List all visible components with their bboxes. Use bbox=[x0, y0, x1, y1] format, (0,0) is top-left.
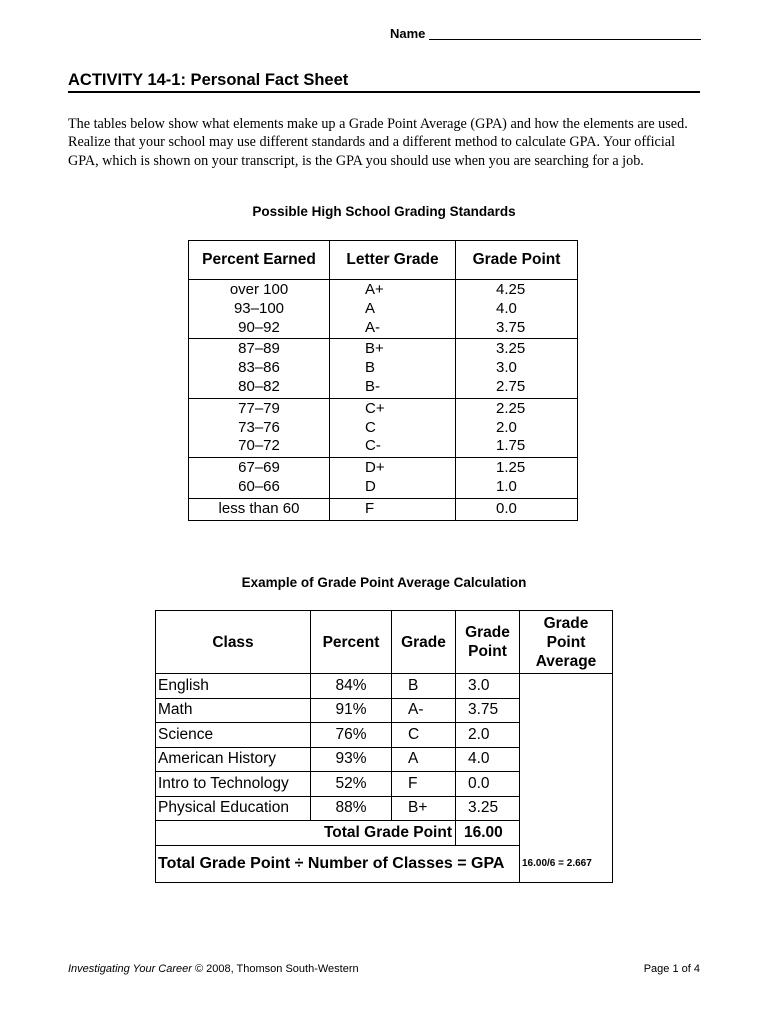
percent-value: 60–66 bbox=[238, 477, 280, 495]
letter-value: C+ bbox=[365, 399, 385, 417]
point-cell bbox=[456, 458, 578, 499]
name-field[interactable] bbox=[390, 26, 702, 41]
letter-value: C bbox=[365, 418, 376, 436]
point-cell bbox=[456, 280, 578, 339]
table-row bbox=[189, 280, 578, 339]
percent-cell bbox=[189, 339, 330, 398]
letter-cell bbox=[330, 398, 456, 457]
percent-value: 70–72 bbox=[238, 437, 280, 455]
percent-cell: 93% bbox=[311, 747, 392, 772]
percent-value: 90–92 bbox=[238, 318, 280, 336]
point-value: 3.0 bbox=[496, 359, 517, 377]
grade-cell: B bbox=[392, 674, 456, 699]
percent-cell: 88% bbox=[311, 796, 392, 821]
footer-book-title: Investigating Your Career bbox=[68, 963, 192, 975]
point-cell: 2.0 bbox=[456, 723, 520, 748]
point-value: 2.0 bbox=[496, 418, 517, 436]
point-cell: 3.25 bbox=[456, 796, 520, 821]
formula-row bbox=[156, 845, 613, 882]
column-header: Class bbox=[156, 611, 311, 674]
column-header: Grade Point bbox=[456, 611, 520, 674]
point-cell bbox=[456, 398, 578, 457]
class-cell: American History bbox=[156, 747, 311, 772]
column-header: Percent Earned bbox=[189, 241, 330, 280]
letter-value: D+ bbox=[365, 459, 385, 477]
point-value: 2.75 bbox=[496, 377, 526, 395]
total-label: Total Grade Point bbox=[156, 821, 456, 846]
class-cell: Intro to Technology bbox=[156, 772, 311, 797]
table-row bbox=[189, 339, 578, 398]
gpa-blank-cell bbox=[520, 674, 613, 846]
table-row bbox=[189, 398, 578, 457]
point-value: 3.75 bbox=[496, 318, 526, 336]
percent-cell: 52% bbox=[311, 772, 392, 797]
table-header-row bbox=[156, 611, 613, 674]
letter-value: A- bbox=[365, 318, 380, 336]
class-cell: Physical Education bbox=[156, 796, 311, 821]
grade-cell: C bbox=[392, 723, 456, 748]
point-cell: 4.0 bbox=[456, 747, 520, 772]
percent-value: 67–69 bbox=[238, 459, 280, 477]
class-cell: Math bbox=[156, 698, 311, 723]
point-cell: 0.0 bbox=[456, 772, 520, 797]
intro-paragraph: The tables below show what elements make up a Grade Point Average (GPA) and how the elements are used. Realize that your school may use different standards and a different method to calculate GPA. Your official GPA, which is shown on your transcript, is the GPA you should use when you are searching for a job. bbox=[68, 116, 688, 169]
column-header: Grade Point bbox=[456, 241, 578, 280]
letter-cell bbox=[330, 339, 456, 398]
percent-value: 83–86 bbox=[238, 359, 280, 377]
letter-cell bbox=[330, 280, 456, 339]
letter-value: B- bbox=[365, 377, 380, 395]
name-blank-line[interactable] bbox=[429, 39, 701, 40]
table-row bbox=[189, 458, 578, 499]
gpa-result: 16.00/6 = 2.667 bbox=[520, 845, 613, 882]
class-cell: Science bbox=[156, 723, 311, 748]
letter-value: A+ bbox=[365, 281, 384, 298]
grade-cell: B+ bbox=[392, 796, 456, 821]
percent-cell: 76% bbox=[311, 723, 392, 748]
formula-label: Total Grade Point ÷ Number of Classes = GPA bbox=[156, 845, 520, 882]
percent-value: 93–100 bbox=[233, 299, 285, 317]
point-cell bbox=[456, 498, 578, 520]
point-value: 3.25 bbox=[496, 340, 526, 358]
table-row bbox=[156, 674, 613, 699]
table-row bbox=[189, 498, 578, 520]
percent-value: 77–79 bbox=[238, 399, 280, 417]
table-header-row bbox=[189, 241, 578, 280]
point-value: 1.75 bbox=[496, 437, 526, 455]
point-value: 4.25 bbox=[496, 281, 526, 298]
grade-cell: A- bbox=[392, 698, 456, 723]
percent-value: 73–76 bbox=[238, 418, 280, 436]
point-value: 4.0 bbox=[496, 299, 517, 317]
percent-value: 87–89 bbox=[238, 340, 280, 358]
letter-value: A bbox=[365, 299, 376, 317]
letter-cell bbox=[330, 498, 456, 520]
letter-cell bbox=[330, 458, 456, 499]
class-cell: English bbox=[156, 674, 311, 699]
column-header: Grade bbox=[392, 611, 456, 674]
letter-value: C- bbox=[365, 437, 381, 455]
column-header: Percent bbox=[311, 611, 392, 674]
point-value: 1.25 bbox=[496, 459, 526, 477]
percent-value: over 100 bbox=[229, 281, 289, 298]
point-value: 1.0 bbox=[496, 477, 517, 495]
gpa-table-caption: Example of Grade Point Average Calculation bbox=[241, 575, 527, 590]
page-number: Page 1 of 4 bbox=[643, 963, 700, 975]
percent-cell bbox=[189, 398, 330, 457]
footer-copyright: © 2008, Thomson South-Western bbox=[191, 963, 359, 975]
name-label: Name bbox=[390, 26, 426, 41]
percent-cell bbox=[189, 498, 330, 520]
grading-table-caption: Possible High School Grading Standards bbox=[252, 204, 516, 219]
point-value: 0.0 bbox=[496, 499, 517, 517]
point-value: 2.25 bbox=[496, 399, 526, 417]
point-cell: 3.0 bbox=[456, 674, 520, 699]
point-cell: 3.75 bbox=[456, 698, 520, 723]
letter-value: B+ bbox=[365, 340, 384, 358]
grade-cell: A bbox=[392, 747, 456, 772]
percent-value: 80–82 bbox=[238, 377, 280, 395]
grading-standards-table bbox=[188, 240, 578, 521]
column-header: Letter Grade bbox=[330, 241, 456, 280]
total-value: 16.00 bbox=[456, 821, 520, 846]
letter-value: F bbox=[365, 499, 375, 517]
page-title: ACTIVITY 14-1: Personal Fact Sheet bbox=[68, 70, 700, 93]
percent-cell bbox=[189, 280, 330, 339]
grade-cell: F bbox=[392, 772, 456, 797]
column-header: Grade Point Average bbox=[520, 611, 613, 674]
percent-cell bbox=[189, 458, 330, 499]
gpa-calculation-table bbox=[155, 610, 613, 883]
percent-cell: 84% bbox=[311, 674, 392, 699]
letter-value: D bbox=[365, 477, 376, 495]
percent-cell: 91% bbox=[311, 698, 392, 723]
point-cell bbox=[456, 339, 578, 398]
footer-credit bbox=[68, 963, 359, 975]
percent-value: less than 60 bbox=[218, 499, 300, 517]
letter-value: B bbox=[365, 359, 376, 377]
